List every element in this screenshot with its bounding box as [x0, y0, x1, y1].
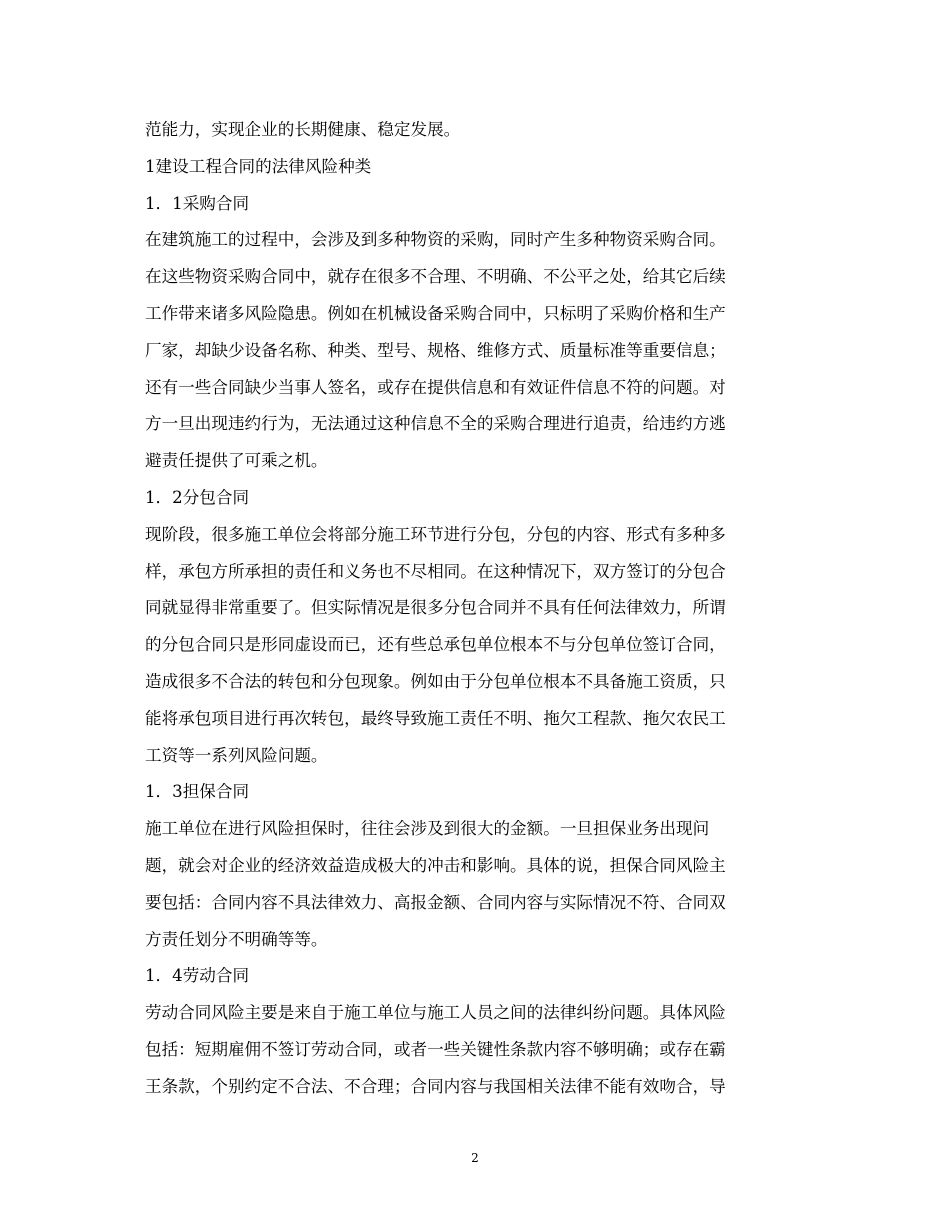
body-line: 厂家，却缺少设备名称、种类、型号、规格、维修方式、质量标准等重要信息；: [145, 340, 726, 360]
body-line: 同就显得非常重要了。但实际情况是很多分包合同并不具有任何法律效力，所谓: [145, 598, 726, 618]
subsection-heading: 1．4劳动合同: [145, 966, 250, 986]
body-line: 题，就会对企业的经济效益造成极大的冲击和影响。具体的说，担保合同风险主: [145, 855, 726, 875]
body-line: 要包括：合同内容不具法律效力、高报金额、合同内容与实际情况不符、合同双: [145, 892, 726, 912]
subsection-heading: 1．2分包合同: [145, 487, 250, 507]
body-line: 在建筑施工的过程中，会涉及到多种物资的采购，同时产生多种物资采购合同。: [145, 230, 726, 250]
subsection-heading: 1．3担保合同: [145, 782, 250, 802]
body-line: 现阶段，很多施工单位会将部分施工环节进行分包，分包的内容、形式有多种多: [145, 524, 726, 544]
section-heading: 1建设工程合同的法律风险种类: [145, 156, 372, 176]
body-line: 能将承包项目进行再次转包，最终导致施工责任不明、拖欠工程款、拖欠农民工: [145, 708, 726, 728]
body-line: 包括：短期雇佣不签订劳动合同，或者一些关键性条款内容不够明确；或存在霸: [145, 1039, 726, 1059]
page-number: 2: [471, 1151, 479, 1165]
body-line: 工资等一系列风险问题。: [145, 745, 328, 765]
body-line: 的分包合同只是形同虚设而已，还有些总承包单位根本不与分包单位签订合同，: [145, 635, 726, 655]
body-line: 造成很多不合法的转包和分包现象。例如由于分包单位根本不具备施工资质，只: [145, 671, 726, 691]
body-line: 还有一些合同缺少当事人签名，或存在提供信息和有效证件信息不符的问题。对: [145, 377, 726, 397]
body-line: 劳动合同风险主要是来自于施工单位与施工人员之间的法律纠纷问题。具体风险: [145, 1003, 726, 1023]
body-line: 在这些物资采购合同中，就存在很多不合理、不明确、不公平之处，给其它后续: [145, 267, 726, 287]
body-line: 施工单位在进行风险担保时，往往会涉及到很大的金额。一旦担保业务出现问: [145, 819, 710, 839]
body-line: 方责任划分不明确等等。: [145, 929, 328, 949]
page-body: [145, 112, 810, 1106]
body-line: 范能力，实现企业的长期健康、稳定发展。: [145, 120, 461, 139]
subsection-heading: 1．1采购合同: [145, 193, 250, 213]
body-line: 样，承包方所承担的责任和义务也不尽相同。在这种情况下，双方签订的分包合: [145, 561, 726, 581]
body-line: 王条款，个别约定不合法、不合理；合同内容与我国相关法律不能有效吻合，导: [145, 1076, 726, 1096]
body-line: 避责任提供了可乘之机。: [145, 451, 328, 471]
body-line: 工作带来诸多风险隐患。例如在机械设备采购合同中，只标明了采购价格和生产: [145, 303, 726, 323]
body-line: 方一旦出现违约行为，无法通过这种信息不全的采购合理进行追责，给违约方逃: [145, 414, 726, 434]
